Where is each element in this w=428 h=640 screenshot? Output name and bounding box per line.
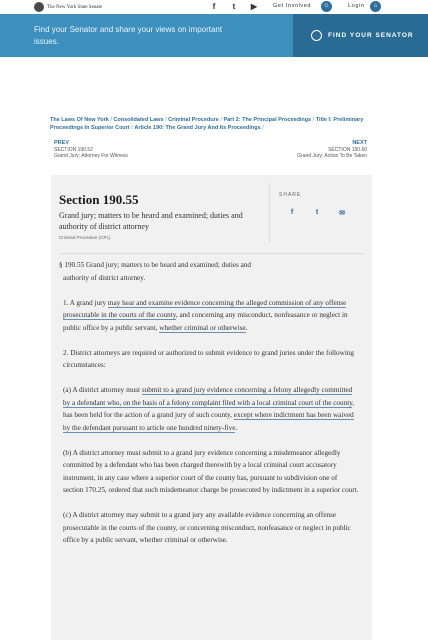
social-links [210, 1, 258, 12]
banner-text: Find your Senator and share your views on important issues. [34, 25, 223, 46]
breadcrumb-item[interactable]: Title I: Preliminary Proceedings In Superior Court [50, 117, 364, 131]
body-link[interactable]: whether criminal or otherwise [159, 323, 246, 332]
top-bar [0, 0, 428, 14]
prev-section-number: SECTION 190.52 [54, 146, 93, 153]
title-divider [59, 253, 364, 254]
body-text: , and concerning any misconduct, nonfeasance or neglect in public office by a public servant, [63, 311, 348, 332]
youtube-icon[interactable]: ▶ [250, 2, 258, 11]
get-involved-icon[interactable]: ☺ [321, 1, 332, 12]
body-heading-line1: § 190.55 Grand jury; matters to be heard and examined; duties and [59, 261, 252, 269]
breadcrumb-item[interactable]: The Laws Of New York [50, 117, 109, 123]
next-section-link[interactable] [297, 140, 367, 160]
site-logo[interactable] [34, 2, 102, 12]
section-body [59, 259, 359, 559]
senator-search-icon [311, 30, 322, 41]
share-label: SHARE [279, 192, 302, 198]
prev-section-link[interactable] [54, 140, 128, 160]
body-heading-line2: authority of district attorney. [63, 273, 146, 282]
body-link[interactable]: may hear and examine evidence concerning the alleged commission of any offense prosecutable in the courts of the county [63, 298, 347, 319]
share-icons [288, 209, 346, 217]
body-text: (a) A district attorney must [63, 386, 142, 394]
find-senator-banner [0, 14, 428, 57]
body-paragraph-2: 2. District attorneys are required or authorized to submit evidence to grand juries under the following circumstances: [63, 348, 355, 369]
site-name: The New York State Senate [47, 4, 103, 10]
share-facebook-icon[interactable]: f [290, 209, 294, 216]
body-heading [59, 259, 359, 284]
share-email-icon[interactable]: ✉ [339, 210, 345, 217]
senate-seal-icon [34, 2, 44, 12]
body-paragraph-2b: (b) A district attorney must submit to a grand jury evidence concerning a misdemeanor allegedly committed by a defendant who has been charged therewith by a local criminal court accusatory instrument, in any case where a superior court of the county has, pursuant to subdivision one of section 170.25, ordered that such misdemeanor charge be prosecuted by indictment in a superior court. [63, 448, 359, 494]
body-paragraph-2c: (c) A district attorney may submit to a grand jury any available evidence concerning an offense prosecutable in the courts of the county, or concerning misconduct, nonfeasance or neglect in public office by a public servant, whether criminal or otherwise. [63, 511, 351, 544]
next-section-number: SECTION 190.60 [328, 146, 367, 153]
body-link[interactable]: except where indictment has been waived by the defendant pursuant to article one hundred ninety-five [63, 411, 354, 432]
section-title: Section 190.55 [59, 192, 139, 207]
next-section-title: Grand Jury; Action To Be Taken [297, 153, 367, 159]
facebook-icon[interactable]: f [212, 2, 216, 11]
section-subtitle: Grand jury; matters to be heard and examined; duties and authority of district attorney [59, 211, 243, 231]
find-senator-label: FIND YOUR SENATOR [328, 32, 414, 39]
body-paragraph-2a [59, 384, 359, 434]
find-senator-button[interactable] [293, 14, 428, 57]
body-link[interactable]: submit to a grand jury evidence concerning a felony allegedly committed by a defendant who, on the basis of a felony complaint filed with a local criminal court of the county [63, 386, 353, 407]
login-icon[interactable]: ⌂ [370, 1, 381, 12]
share-divider [269, 183, 270, 243]
prev-section-title: Grand Jury; Attorney For Witness [54, 153, 128, 159]
section-panel [51, 175, 372, 640]
body-text: , has been held for the action of a grand jury of such county, [63, 398, 355, 419]
body-text: 1. A grand jury [63, 298, 108, 307]
get-involved-link[interactable]: Get Involved [273, 3, 312, 9]
prev-label: PREV [54, 140, 69, 146]
login-link[interactable]: Login [348, 3, 365, 9]
breadcrumb-item[interactable]: Part 2: The Principal Proceedings [223, 117, 312, 123]
share-twitter-icon[interactable]: t [315, 209, 319, 216]
twitter-icon[interactable]: t [232, 2, 236, 11]
breadcrumb-item[interactable]: Article 190: The Grand Jury And Its Proceedings [134, 125, 261, 131]
body-text: . [245, 323, 248, 332]
body-paragraph-1 [59, 297, 359, 335]
next-label: NEXT [352, 140, 367, 146]
breadcrumb: The Laws Of New York / Consolidated Laws / Criminal Procedure / Part 2: The Principal Proceedings / Title I: Preliminary Proceedings In Superior Court / Article 190: The Grand Jury And Its Proceedings / [50, 117, 364, 131]
body-text: . [235, 423, 238, 432]
section-category: Criminal Procedure (CPL) [59, 235, 111, 240]
breadcrumb-item[interactable]: Criminal Procedure [168, 117, 219, 123]
breadcrumb-item[interactable]: Consolidated Laws [113, 117, 164, 123]
